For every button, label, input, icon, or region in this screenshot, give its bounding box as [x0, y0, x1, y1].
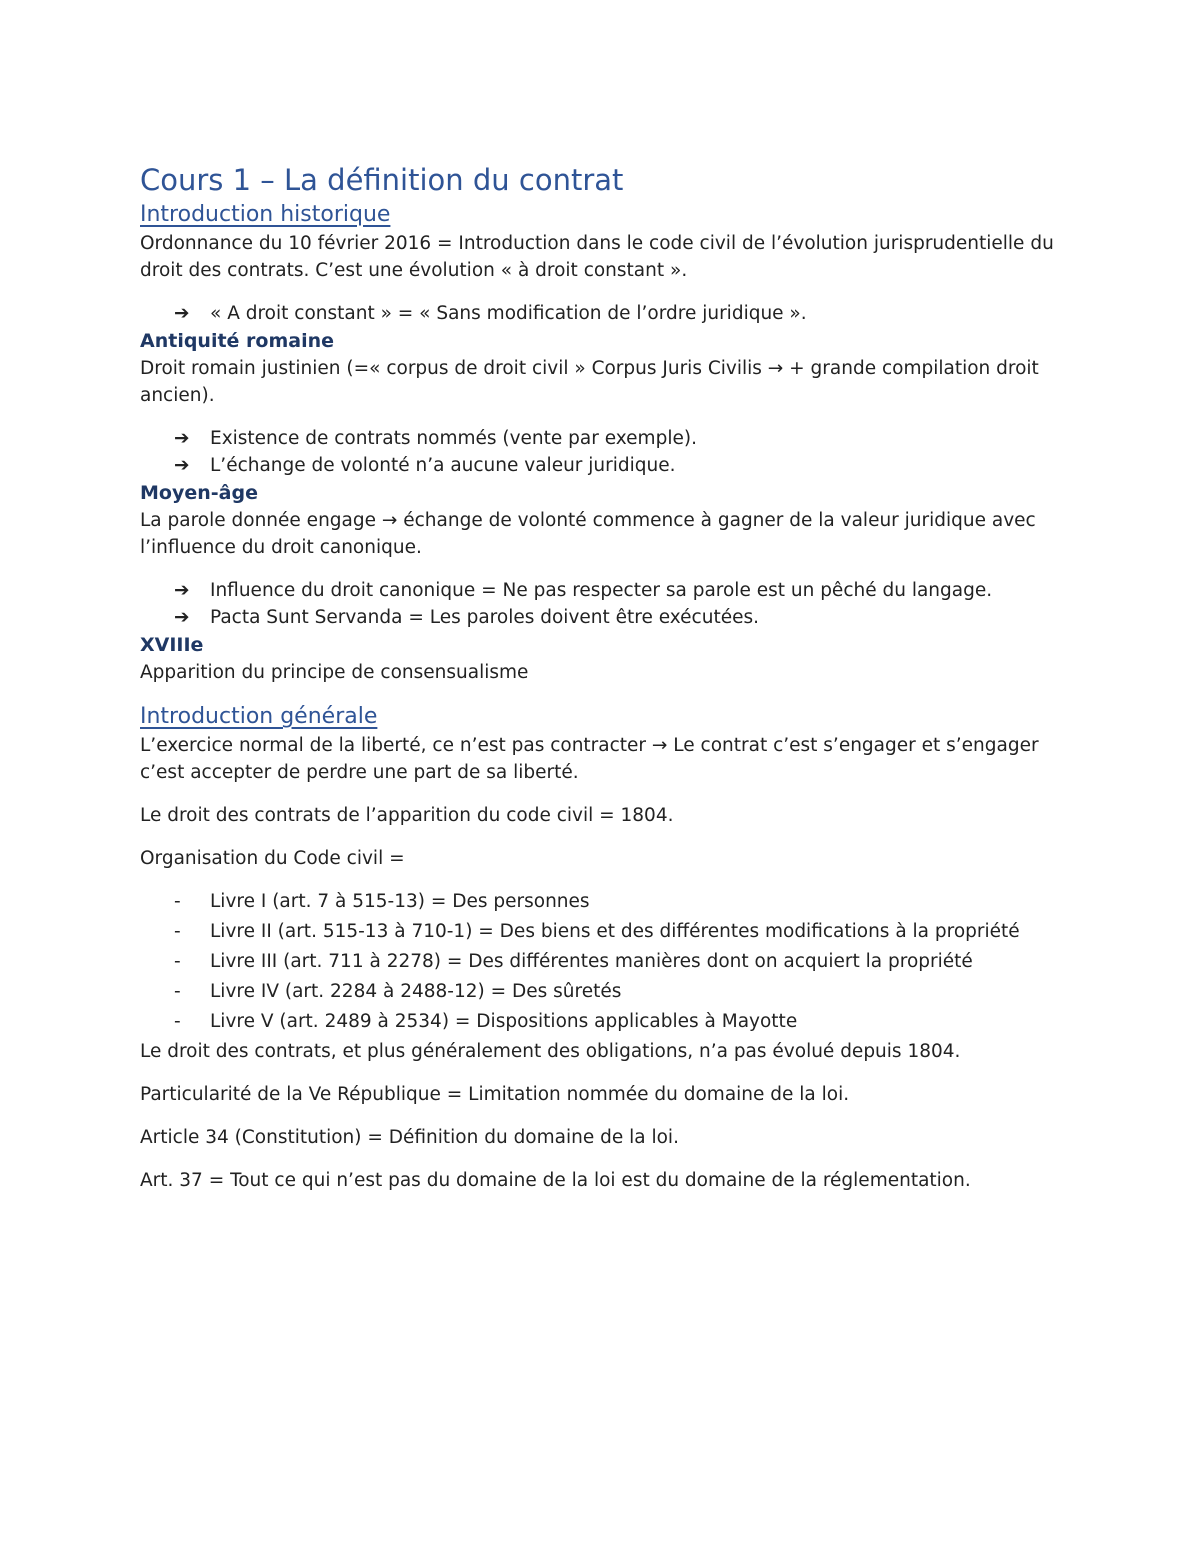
- paragraph: Art. 37 = Tout ce qui n’est pas du domaine de la loi est du domaine de la réglementation.: [140, 1170, 971, 1191]
- heading-introduction-generale: Introduction générale: [140, 704, 378, 729]
- list-item-text: Influence du droit canonique = Ne pas respecter sa parole est un pêché du langage.: [210, 580, 993, 601]
- list-item-text: Livre III (art. 711 à 2278) = Des différentes manières dont on acquiert la propriété: [210, 951, 973, 972]
- list-item-text: Livre IV (art. 2284 à 2488-12) = Des sûretés: [210, 981, 622, 1002]
- paragraph: Article 34 (Constitution) = Définition du domaine de la loi.: [140, 1127, 679, 1148]
- paragraph: Organisation du Code civil =: [140, 848, 405, 869]
- paragraph: L’exercice normal de la liberté, ce n’est pas contracter → Le contrat c’est s’engager et s’engager c’est accepter de perdre une part de sa liberté.: [140, 735, 1039, 783]
- dash-marker: -: [174, 891, 181, 912]
- list-item-text: Livre II (art. 515-13 à 710-1) = Des biens et des différentes modifications à la propriété: [210, 921, 1020, 942]
- paragraph: Apparition du principe de consensualisme: [140, 662, 529, 683]
- list-item: [140, 918, 1060, 945]
- arrow-icon: ➔: [174, 428, 190, 449]
- list-item: [140, 425, 1060, 452]
- heading-moyen-age: Moyen-âge: [140, 482, 258, 504]
- arrow-list: [140, 300, 1060, 327]
- list-item: [140, 888, 1060, 915]
- paragraph: Ordonnance du 10 février 2016 = Introduction dans le code civil de l’évolution jurisprudentielle du droit des contrats. C’est une évolution « à droit constant ».: [140, 233, 1054, 281]
- document-page: [140, 160, 1060, 1210]
- heading-antiquite-romaine: Antiquité romaine: [140, 330, 335, 352]
- list-item-text: Pacta Sunt Servanda = Les paroles doivent être exécutées.: [210, 607, 759, 628]
- paragraph: Droit romain justinien (=« corpus de droit civil » Corpus Juris Civilis → + grande compilation droit ancien).: [140, 358, 1039, 406]
- list-item-text: Livre I (art. 7 à 515-13) = Des personnes: [210, 891, 590, 912]
- paragraph: Particularité de la Ve République = Limitation nommée du domaine de la loi.: [140, 1084, 850, 1105]
- arrow-icon: ➔: [174, 303, 190, 324]
- list-item-text: Existence de contrats nommés (vente par exemple).: [210, 428, 697, 449]
- list-item: [140, 452, 1060, 479]
- list-item: [140, 577, 1060, 604]
- list-item: [140, 948, 1060, 975]
- dash-marker: -: [174, 921, 181, 942]
- arrow-list: [140, 577, 1060, 631]
- heading-xviiie: XVIIIe: [140, 634, 204, 656]
- list-item: [140, 300, 1060, 327]
- arrow-icon: ➔: [174, 455, 190, 476]
- list-item-text: Livre V (art. 2489 à 2534) = Dispositions applicables à Mayotte: [210, 1011, 798, 1032]
- paragraph: Le droit des contrats, et plus généralement des obligations, n’a pas évolué depuis 1804.: [140, 1041, 961, 1062]
- paragraph: Le droit des contrats de l’apparition du code civil = 1804.: [140, 805, 674, 826]
- dash-marker: -: [174, 981, 181, 1002]
- list-item: [140, 978, 1060, 1005]
- arrow-icon: ➔: [174, 607, 190, 628]
- arrow-list: [140, 425, 1060, 479]
- list-item-text: L’échange de volonté n’a aucune valeur juridique.: [210, 455, 676, 476]
- heading-introduction-historique: Introduction historique: [140, 202, 391, 227]
- dash-marker: -: [174, 1011, 181, 1032]
- dash-marker: -: [174, 951, 181, 972]
- paragraph: La parole donnée engage → échange de volonté commence à gagner de la valeur juridique avec l’influence du droit canonique.: [140, 510, 1036, 558]
- document-title: Cours 1 – La définition du contrat: [140, 163, 624, 197]
- list-item: [140, 1008, 1060, 1035]
- list-item-text: « A droit constant » = « Sans modification de l’ordre juridique ».: [210, 303, 807, 324]
- arrow-icon: ➔: [174, 580, 190, 601]
- list-item: [140, 604, 1060, 631]
- dash-list-livres: [140, 888, 1060, 1035]
